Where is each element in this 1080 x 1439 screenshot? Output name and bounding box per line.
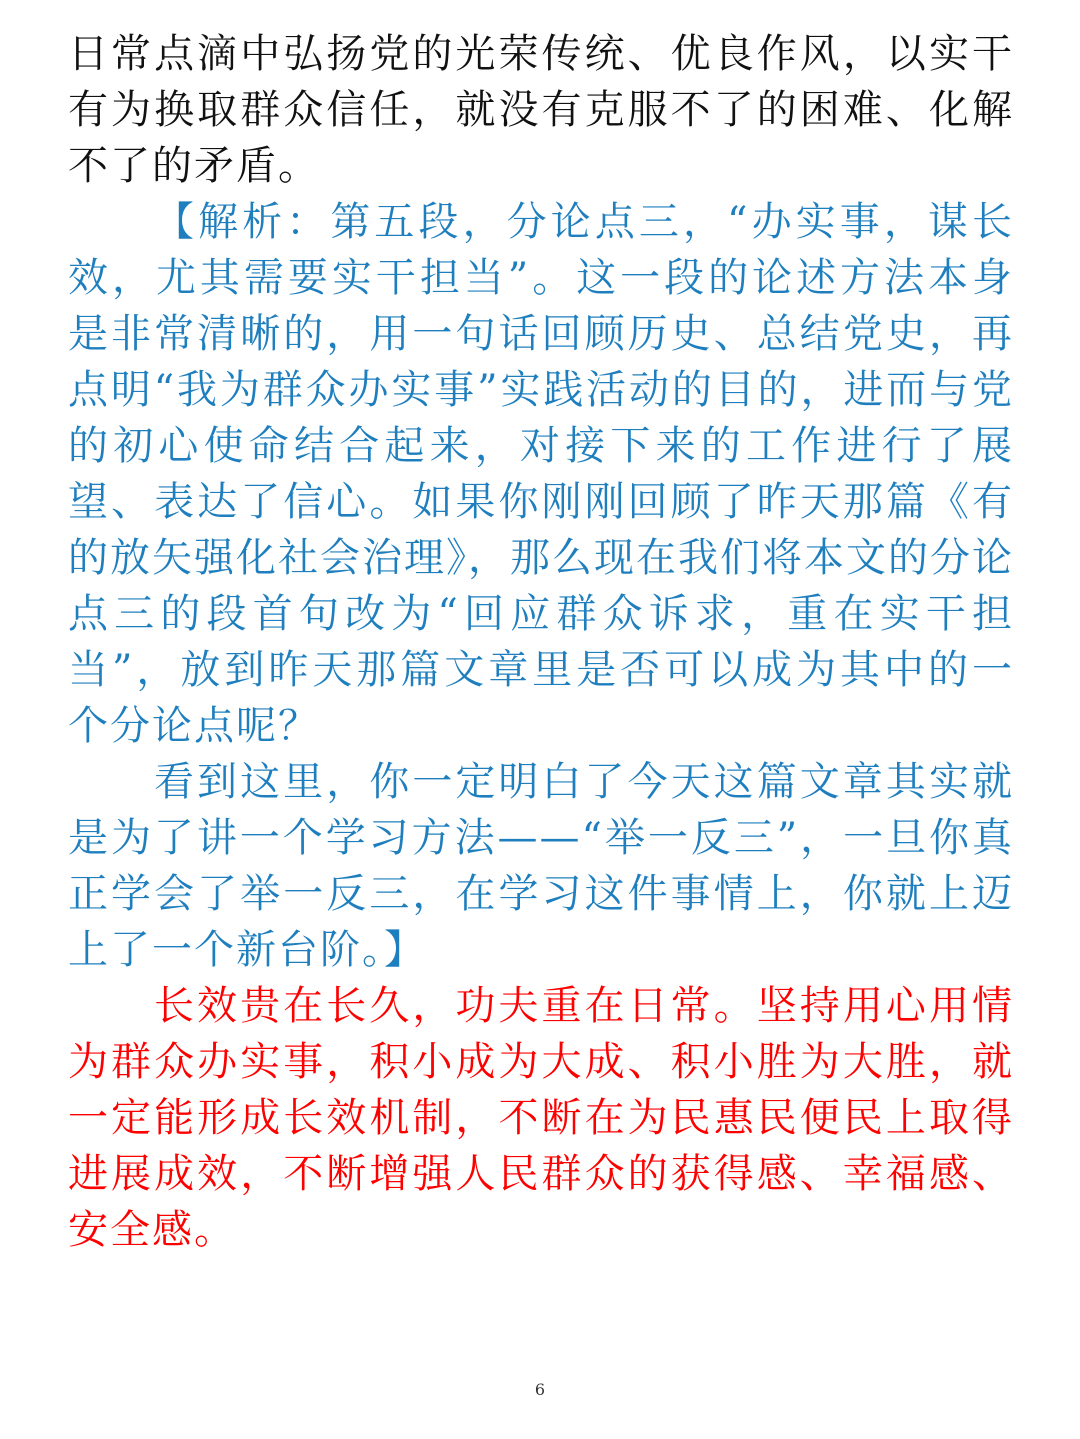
analysis-paragraph-1: 【解析：第五段，分论点三，“办实事，谋长效，尤其需要实干担当”。这一段的论述方法本身是非常清晰的，用一句话回顾历史、总结党史，再点明“我为群众办实事”实践活动的目的，进而与党的初心使命结合起来，对接下来的工作进行了展望、表达了信心。如果你刚刚回顾了昨天那篇《有的放矢强化社会治理》，那么现在我们将本文的分论点三的段首句改为“回应群众诉求，重在实干担当”，放到昨天那篇文章里是否可以成为其中的一个分论点呢？ xyxy=(68,199,1014,749)
document-page xyxy=(68,26,1014,1258)
page-number: 6 xyxy=(534,1380,546,1399)
conclusion-paragraph: 长效贵在长久，功夫重在日常。坚持用心用情为群众办实事，积小成为大成、积小胜为大胜，就一定能形成长效机制，不断在为民惠民便民上取得进展成效，不断增强人民群众的获得感、幸福感、安全感。 xyxy=(68,983,1014,1253)
analysis-paragraph-2: 看到这里，你一定明白了今天这篇文章其实就是为了讲一个学习方法——“举一反三”，一旦你真正学会了举一反三，在学习这件事情上，你就上迈上了一个新台阶。】 xyxy=(68,759,1014,973)
intro-paragraph: 日常点滴中弘扬党的光荣传统、优良作风，以实干有为换取群众信任，就没有克服不了的困难、化解不了的矛盾。 xyxy=(68,31,1014,189)
